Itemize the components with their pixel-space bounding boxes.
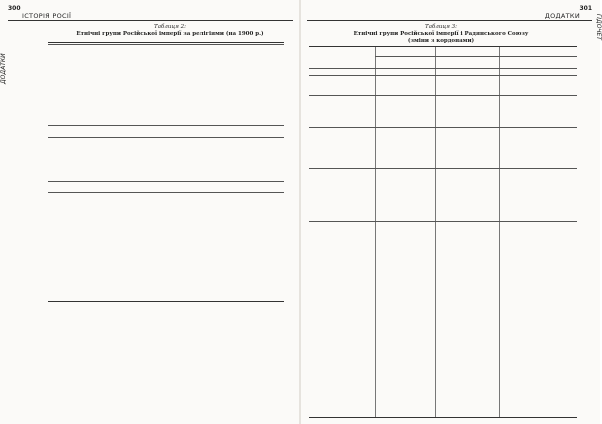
table-2-subtitle: Етнічні групи Російської імперії за релігіями (на 1900 р.): [76, 31, 264, 37]
left-page: [0, 0, 299, 424]
column-divider: [435, 47, 436, 417]
table-3-subtitle: Етнічні групи Російської імперії і Радянського Союзу: [353, 31, 529, 37]
group-rule: [309, 127, 577, 128]
table-3-subtitle-2: (зміни з кордонами): [407, 38, 475, 44]
group-rule: [309, 221, 577, 222]
running-head-left: ІСТОРІЯ РОСІЇ: [22, 12, 72, 20]
section-rule: [48, 44, 284, 45]
right-page: [301, 0, 600, 424]
table-3-title-block: [331, 24, 551, 45]
group-rule: [309, 68, 577, 69]
table-2-title-block: [60, 24, 280, 38]
ethnic-groups-table: [309, 46, 577, 418]
group-rule: [309, 95, 577, 96]
religion-table: [48, 42, 284, 302]
side-label-left: ДОДАТКИ: [0, 53, 7, 84]
side-label-right: ГІДОЧЕТ: [595, 13, 602, 40]
header-rule-right: [307, 20, 592, 21]
group-rule: [309, 75, 577, 76]
header-rule: [375, 56, 577, 57]
column-divider: [375, 47, 376, 417]
running-head-right: ДОДАТКИ: [544, 12, 580, 20]
table-2-title: Таблиця 2:: [154, 24, 186, 30]
header-rule-left: [8, 20, 293, 21]
section-rule: [48, 137, 284, 138]
section-rule: [48, 192, 284, 193]
page-number-left: 300: [8, 5, 21, 12]
column-divider: [499, 47, 500, 417]
table-3-title: Таблиця 3:: [425, 24, 457, 30]
group-rule: [309, 168, 577, 169]
page-number-right: 301: [579, 5, 592, 12]
section-rule: [48, 125, 284, 126]
section-rule: [48, 181, 284, 182]
